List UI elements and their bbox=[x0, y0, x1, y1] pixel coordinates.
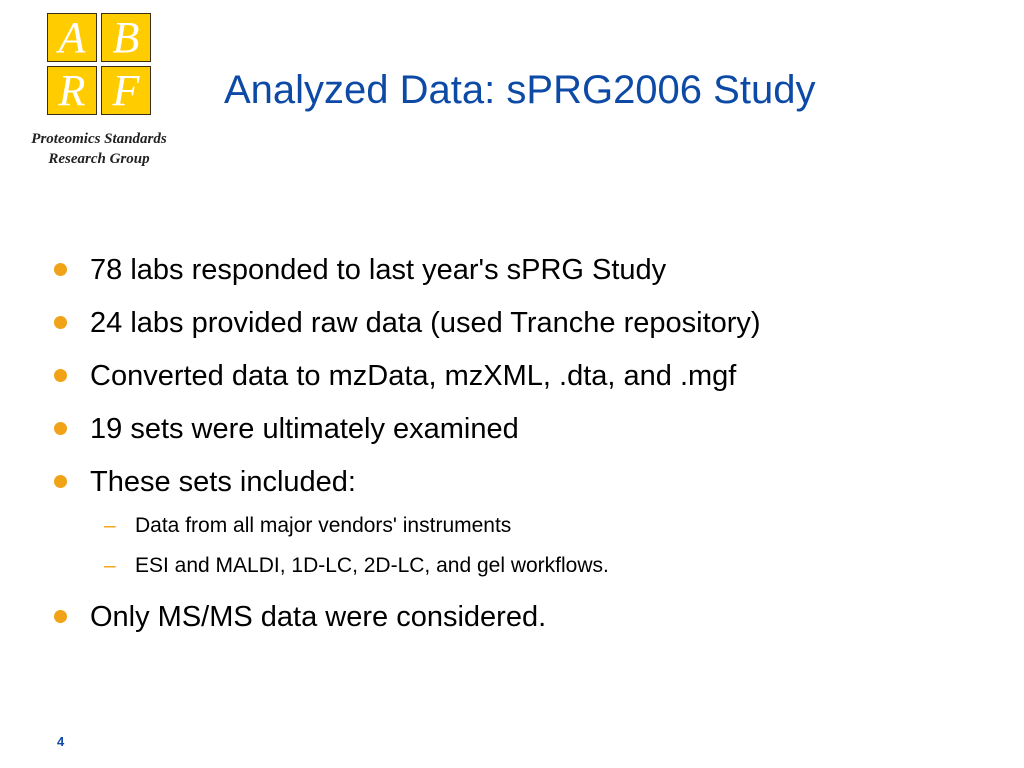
sub-bullet-item bbox=[52, 506, 992, 546]
abrf-logo bbox=[47, 13, 153, 117]
org-line-1: Proteomics Standards bbox=[31, 131, 167, 147]
bullet-text: 24 labs provided raw data (used Tranche repository) bbox=[90, 307, 761, 339]
bullet-item bbox=[52, 355, 992, 397]
page-number: 4 bbox=[57, 734, 65, 749]
bullet-dot-icon bbox=[54, 263, 67, 276]
bullet-text: Converted data to mzData, mzXML, .dta, and .mgf bbox=[90, 360, 737, 392]
bullet-dot-icon bbox=[54, 316, 67, 329]
bullet-item bbox=[52, 302, 992, 344]
bullet-text: These sets included: bbox=[90, 466, 356, 498]
bullet-item bbox=[52, 596, 992, 638]
logo-letter-f: F bbox=[101, 66, 151, 115]
bullet-text: Only MS/MS data were considered. bbox=[90, 601, 547, 633]
logo-letter-b: B bbox=[101, 13, 151, 62]
bullet-dot-icon bbox=[54, 475, 67, 488]
bullet-item bbox=[52, 461, 992, 503]
dash-icon: – bbox=[104, 514, 116, 537]
bullet-dot-icon bbox=[54, 610, 67, 623]
slide-title: Analyzed Data: sPRG2006 Study bbox=[224, 68, 816, 112]
bullet-dot-icon bbox=[54, 422, 67, 435]
sub-bullet-group bbox=[52, 506, 992, 586]
bullet-text: 78 labs responded to last year's sPRG Study bbox=[90, 254, 667, 286]
organization-name bbox=[10, 129, 188, 169]
sub-bullet-item bbox=[52, 546, 992, 586]
bullet-dot-icon bbox=[54, 369, 67, 382]
bullet-item bbox=[52, 249, 992, 291]
bullet-item bbox=[52, 408, 992, 450]
logo-letter-a: A bbox=[47, 13, 97, 62]
org-line-2: Research Group bbox=[48, 151, 150, 167]
sub-bullet-list bbox=[52, 506, 992, 586]
dash-icon: – bbox=[104, 554, 116, 577]
sub-bullet-text: Data from all major vendors' instruments bbox=[135, 514, 512, 537]
bullet-list bbox=[52, 249, 992, 649]
sub-bullet-text: ESI and MALDI, 1D-LC, 2D-LC, and gel workflows. bbox=[135, 554, 609, 577]
logo-letter-r: R bbox=[47, 66, 97, 115]
bullet-text: 19 sets were ultimately examined bbox=[90, 413, 519, 445]
